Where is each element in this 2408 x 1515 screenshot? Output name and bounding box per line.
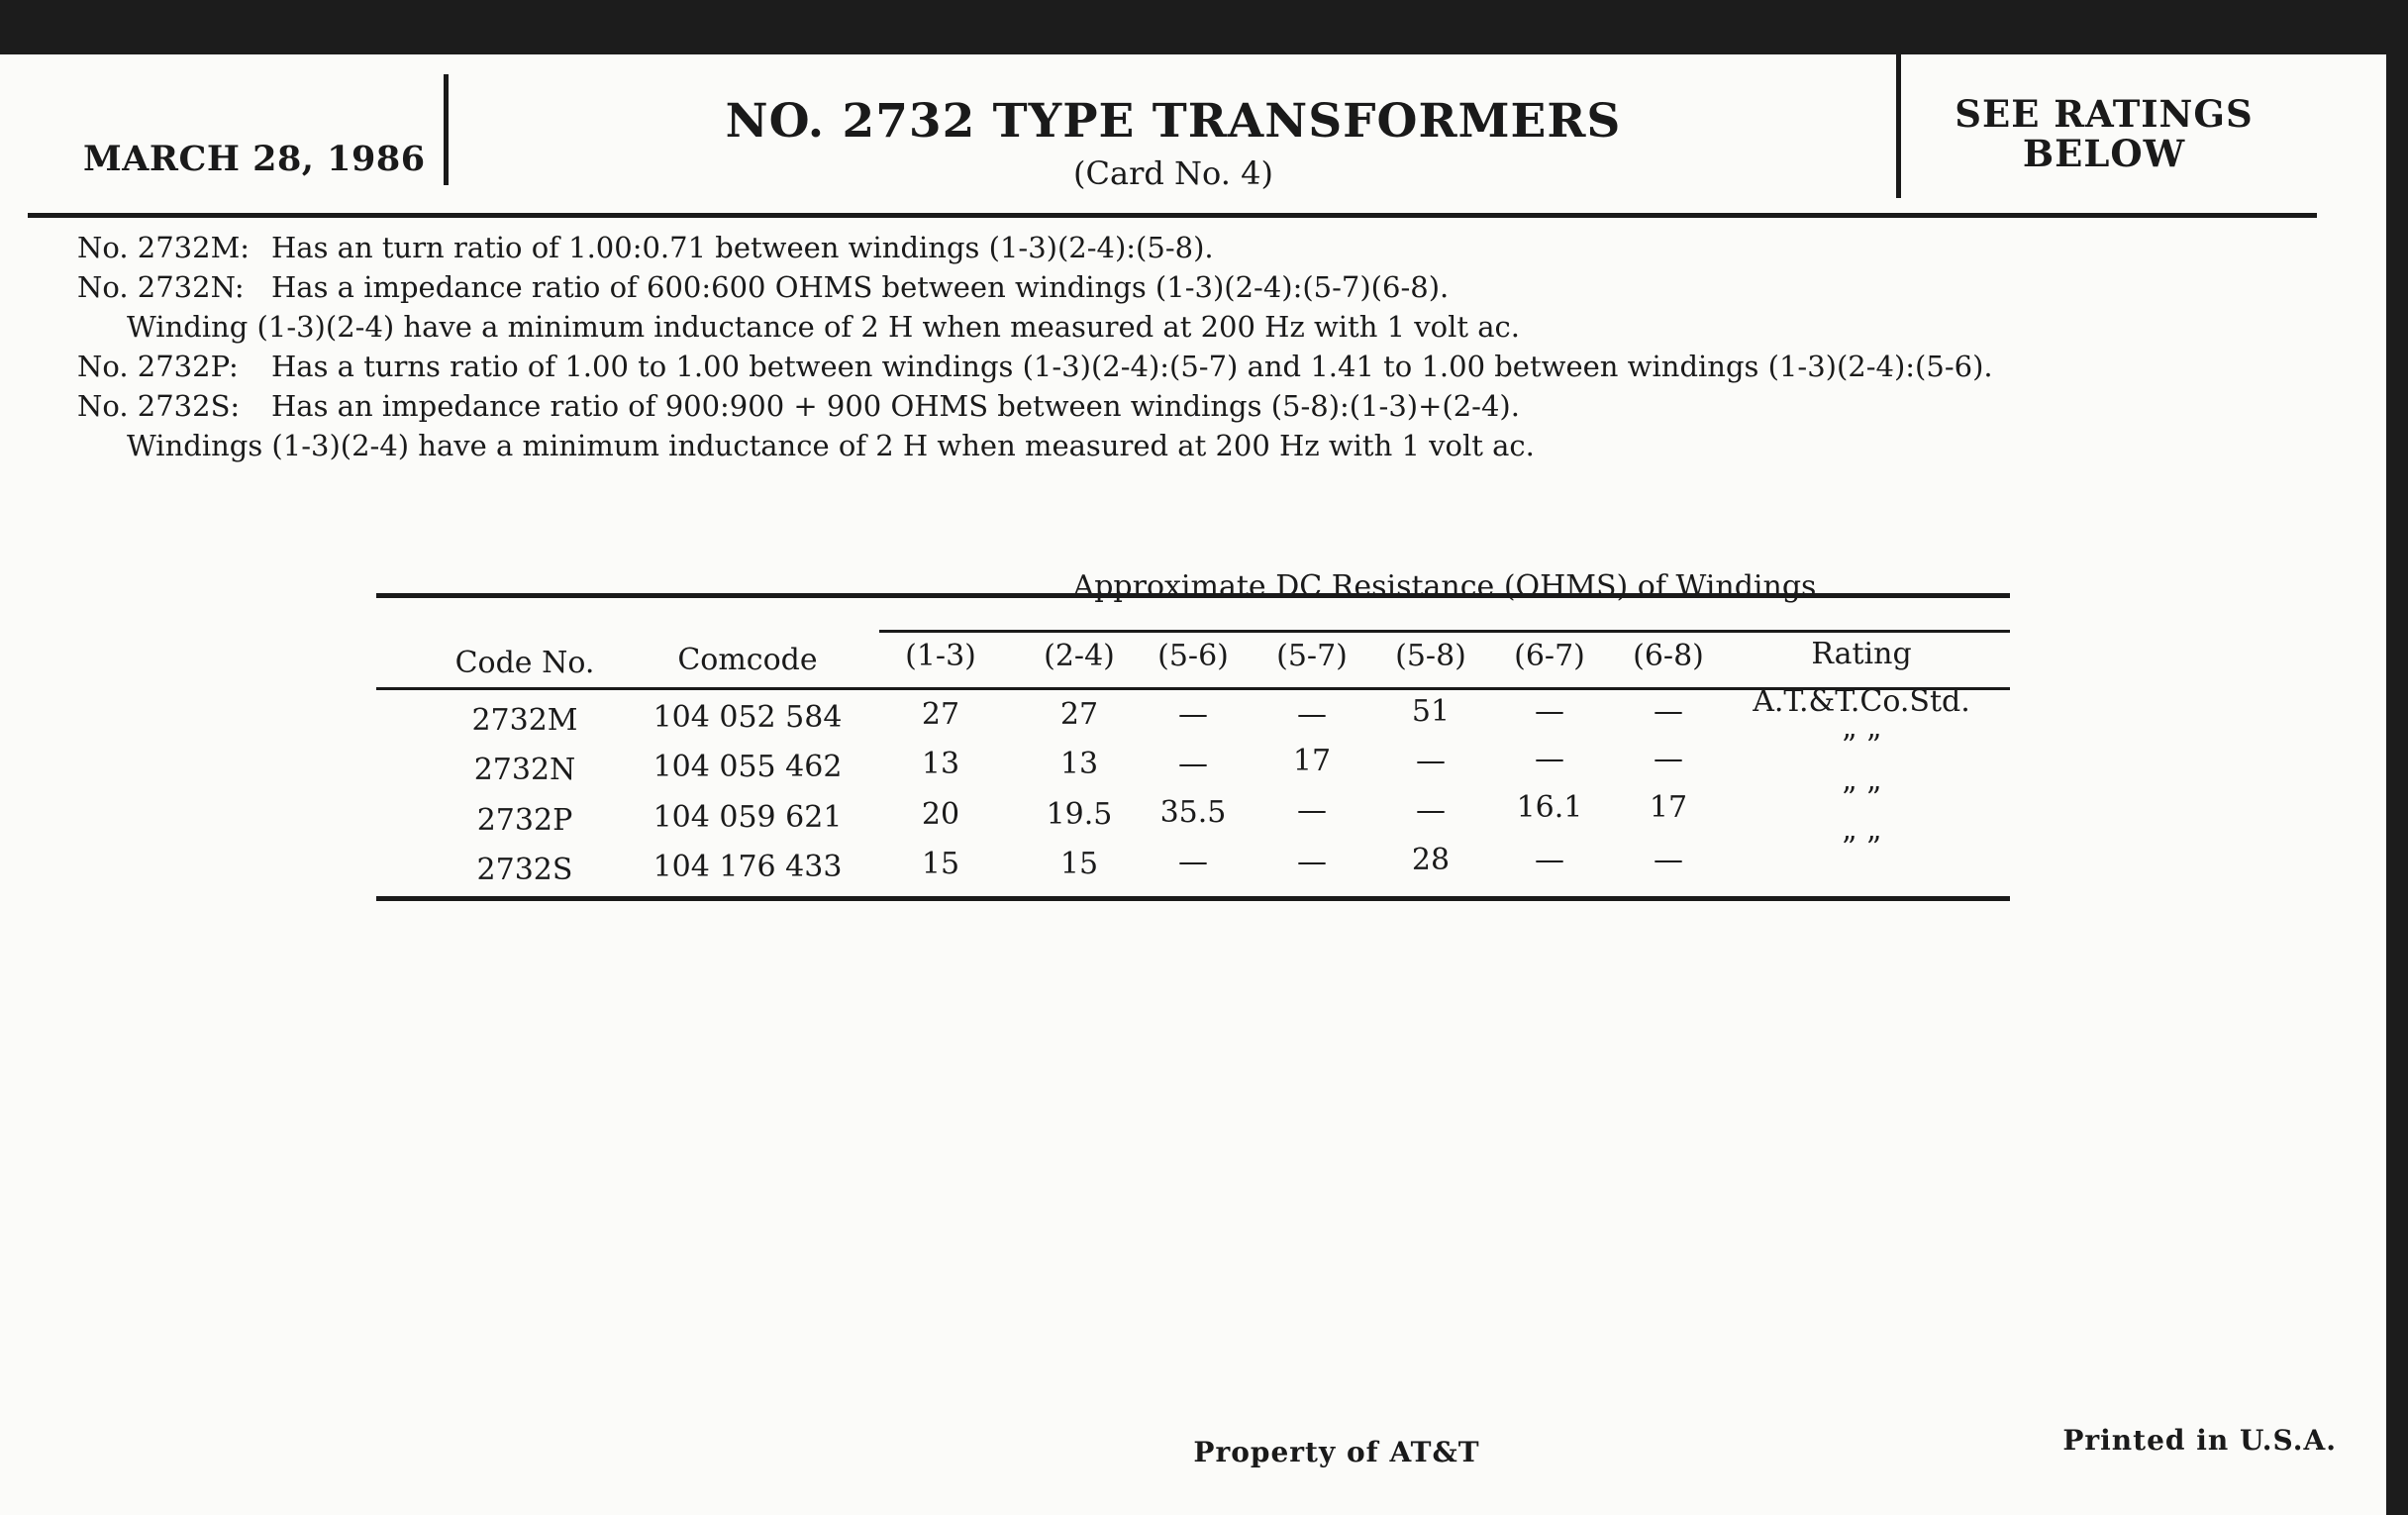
cell-value: —	[1654, 694, 1683, 729]
col-header-code: Code No.	[454, 646, 595, 680]
note-label: No. 2732M:	[77, 231, 251, 264]
header-divider-right	[1896, 54, 1901, 198]
cell-value: —	[1297, 793, 1327, 828]
note-text: Has a turns ratio of 1.00 to 1.00 between windings (1-3)(2-4):(5-7) and 1.41 to 1.00 between windings (1-3)(2-4):(5-6).	[271, 350, 1993, 383]
cell-value: —	[1178, 747, 1208, 781]
col-header-5-6: (5-6)	[1157, 639, 1229, 673]
footer-printed: Printed in U.S.A.	[2062, 1424, 2337, 1457]
cell-value: 16.1	[1516, 790, 1583, 825]
cell-value: 28	[1411, 843, 1451, 877]
cell-rating: A.T.&T.Co.Std.	[1753, 684, 1970, 719]
cell-value: 19.5	[1046, 797, 1113, 832]
group-header-rule	[879, 630, 2010, 633]
cell-value: 15	[1059, 847, 1099, 881]
col-header-2-4: (2-4)	[1044, 639, 1115, 673]
footer-property: Property of AT&T	[1193, 1436, 1480, 1468]
col-header-5-7: (5-7)	[1276, 639, 1348, 673]
cell-code: 2732N	[473, 753, 576, 787]
table-group-header: Approximate DC Resistance (OHMS) of Windings	[1072, 569, 1817, 604]
cell-value: —	[1416, 744, 1446, 778]
card-subtitle: (Card No. 4)	[1073, 154, 1273, 192]
note-label: No. 2732P:	[77, 350, 239, 383]
cell-code: 2732P	[476, 803, 573, 838]
header-center	[451, 94, 1896, 192]
cell-value: 35.5	[1159, 795, 1227, 830]
cell-value: —	[1297, 845, 1327, 879]
cell-code: 2732M	[471, 703, 578, 738]
header-rule	[28, 213, 2317, 218]
note-continuation: Windings (1-3)(2-4) have a minimum inductance of 2 H when measured at 200 Hz with 1 volt ac.	[127, 429, 1535, 462]
cell-value: 13	[921, 747, 960, 781]
catalog-card	[0, 54, 2386, 1515]
cell-value: —	[1535, 742, 1564, 776]
col-header-rating: Rating	[1811, 637, 1912, 671]
cell-value: 13	[1059, 747, 1099, 781]
cell-value: 51	[1411, 694, 1451, 729]
col-header-6-8: (6-8)	[1633, 639, 1704, 673]
table-bottom-rule	[376, 896, 2010, 901]
cell-comcode: 104 055 462	[652, 750, 843, 784]
col-header-6-7: (6-7)	[1514, 639, 1585, 673]
ratings-note-line1: SEE RATINGS	[1955, 92, 2254, 136]
cell-value: —	[1297, 697, 1327, 732]
note-text: Has an turn ratio of 1.00:0.71 between windings (1-3)(2-4):(5-8).	[271, 231, 1214, 264]
header-divider-left	[444, 74, 449, 185]
cell-comcode: 104 176 433	[652, 850, 843, 884]
cell-value: 15	[921, 847, 960, 881]
cell-rating-ditto: ” ”	[1841, 729, 1882, 763]
ratings-note	[1906, 94, 2302, 173]
note-line	[77, 347, 2256, 386]
col-header-5-8: (5-8)	[1395, 639, 1466, 673]
cell-value: 27	[921, 697, 960, 732]
cell-value: —	[1178, 845, 1208, 879]
note-line	[77, 267, 2256, 307]
cell-value: —	[1416, 793, 1446, 828]
cell-rating-ditto: ” ”	[1841, 781, 1882, 816]
cell-value: 20	[921, 797, 960, 832]
col-header-1-3: (1-3)	[905, 639, 976, 673]
cell-value: —	[1178, 697, 1208, 732]
cell-value: —	[1654, 843, 1683, 877]
col-header-comcode: Comcode	[677, 643, 818, 677]
cell-value: —	[1535, 843, 1564, 877]
cell-comcode: 104 059 621	[652, 800, 843, 835]
card-date: MARCH 28, 1986	[83, 139, 426, 179]
note-label: No. 2732S:	[77, 389, 241, 423]
ratings-note-line2: BELOW	[2022, 132, 2186, 175]
note-continuation: Winding (1-3)(2-4) have a minimum inductance of 2 H when measured at 200 Hz with 1 volt ac.	[127, 310, 1520, 344]
cell-comcode: 104 052 584	[652, 700, 843, 735]
cell-value: 17	[1292, 744, 1332, 778]
cell-value: 17	[1649, 790, 1688, 825]
cell-value: —	[1654, 742, 1683, 776]
cell-value: 27	[1059, 697, 1099, 732]
note-label: No. 2732N:	[77, 270, 245, 304]
notes-section	[77, 228, 2256, 465]
cell-code: 2732S	[476, 853, 573, 887]
note-line	[77, 228, 2256, 267]
card-title: NO. 2732 TYPE TRANSFORMERS	[725, 94, 1622, 149]
note-text: Has an impedance ratio of 900:900 + 900 OHMS between windings (5-8):(1-3)+(2-4).	[271, 389, 1520, 423]
cell-value: —	[1535, 694, 1564, 729]
note-text: Has a impedance ratio of 600:600 OHMS between windings (1-3)(2-4):(5-7)(6-8).	[271, 270, 1450, 304]
note-line	[77, 386, 2256, 426]
cell-rating-ditto: ” ”	[1841, 831, 1882, 865]
